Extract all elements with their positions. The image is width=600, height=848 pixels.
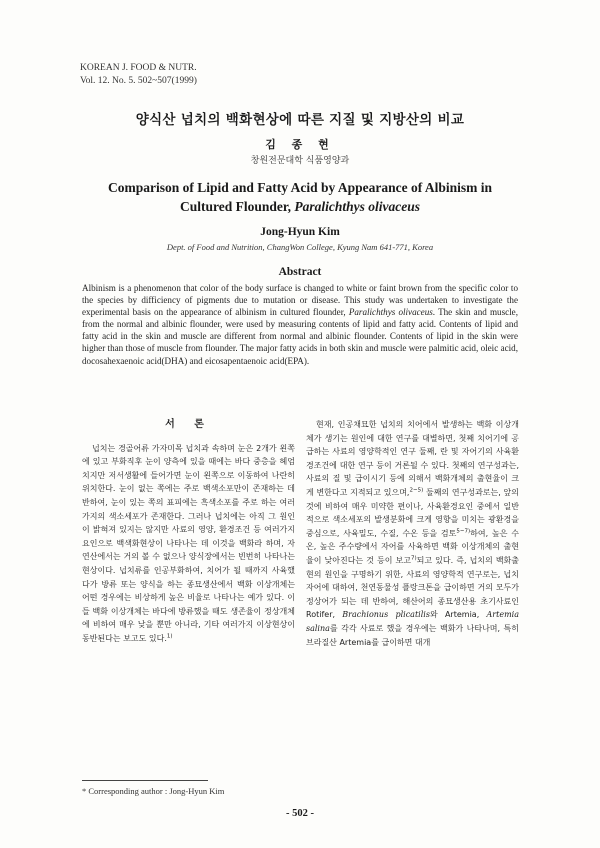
reference-marker: 2~5) xyxy=(409,487,424,494)
title-english-species: Paralichthys olivaceus xyxy=(294,199,421,214)
intro-paragraph-left xyxy=(82,442,295,646)
reference-marker: 5~7) xyxy=(456,528,471,535)
affiliation-korean: 창원전문대학 식품영양과 xyxy=(250,156,350,166)
right-column xyxy=(306,418,519,649)
reference-marker: 7) xyxy=(411,555,417,562)
reference-marker: 1) xyxy=(166,633,173,640)
intro-right-text-3: 하여, 높은 수온, 높은 주수량에서 자어를 사육하면 백화 이상개체의 출현율이 낮아진다는 것 등이 보고 xyxy=(306,528,519,565)
species-artemia: Artemia salina xyxy=(306,610,519,633)
footnote-divider xyxy=(82,780,208,781)
abstract-heading: Abstract xyxy=(278,266,322,278)
title-english-line1: Comparison of Lipid and Fatty Acid by Appearance of Albinism in xyxy=(107,180,493,195)
affiliation-english: Dept. of Food and Nutrition, ChangWon College, Kyung Nam 641-771, Korea xyxy=(166,242,434,252)
author-english: Jong-Hyun Kim xyxy=(260,226,340,238)
abstract-species: Paralichthys olivaceus xyxy=(348,307,433,318)
intro-right-text-5: 와 Artemia, xyxy=(429,610,487,620)
title-english xyxy=(0,178,600,216)
author-korean: 김 종 현 xyxy=(265,138,335,151)
abstract-body xyxy=(82,282,518,367)
species-brachionus: Brachionus plicatilis xyxy=(342,610,430,620)
journal-header xyxy=(80,62,197,88)
intro-left-text: 넙치는 경골어류 가자미목 넙치과 속하며 눈은 2개가 왼쪽에 있고 부화직후 눈이 양측에 있을 때에는 바다 중층을 헤엄치지만 저서생활에 들어가면 눈이 왼쪽으로 이동하여 나란히 위치한다. 눈이 없는 쪽에는 주로 백색소포만이 존재하는 데 반하여, 눈이 있는 쪽의 표피에는 흑색소포를 주로 하는 여러가지의 색소세포가 존재한다. 그러나 넙치에는 아직 그 원인이 밝혀져 있지는 않지만 사료의 영양, 환경조건 등 여러가지 요인으로 백색화현상이 나타나는 데 이것을 백화라 하며, 자연산에서는 거의 볼 수 없으나 양식장에서는 빈번히 나타나는 현상이다. 넙치류를 인공부화하여, 치어가 될 때까지 사육했다가 방류 또는 양식을 하는 종묘생산에서 백화 이상개체는 어떤 경우에는 비상하게 높은 비율로 나타나는 예가 있다. 이들 백화 이상개체는 바다에 방류했을 때도 생존율이 정상개체에 비하여 매우 낮을 뿐만 아니라, 기타 여러가지 이상현상이 동반된다는 보고도 있다. xyxy=(82,443,295,643)
abstract-text-2: . The skin and muscle, from the normal and albinic flounder, were used by measuring contents of lipid and fatty acid. Contents of lipid and fatty acid in the skin and muscle are different from normal and albinic flounder. Contents of lipid in the skin were higher than those of muscle from flounder. The major fatty acids in both skin and muscle were palmitic acid, oleic acid, docosahexaenoic acid(DHA) and eicosapentaenoic acid(EPA). xyxy=(82,307,518,366)
page-number: - 502 - xyxy=(286,808,314,819)
left-column xyxy=(82,418,295,646)
title-english-prefix: Cultured Flounder, xyxy=(179,199,295,214)
title-english-line2 xyxy=(0,197,600,216)
title-korean: 양식산 넙치의 백화현상에 따른 지질 및 지방산의 비교 xyxy=(135,112,465,128)
intro-right-text-4: 되고 있다. 즉, 넙치의 백화출현의 원인을 구명하기 위한, 사료의 영양학적 연구로는, 넙치 자어에 대하여, 천연동물성 플랑크톤을 급이하면 거의 모두가 정상어가 되는 데 반하여, 해산어의 종묘생산용 초기사료인 Rotifer, xyxy=(306,555,519,620)
section-heading-intro: 서 론 xyxy=(165,419,212,430)
intro-right-text-2: 둘째의 연구성과로는, 앞의 것에 비하여 매우 미약한 편이나, 사육환경요인 중에서 일반적으로 색소세포의 발생분화에 크게 영향을 미치는 광환경을 중심으로, 사육밀도, 수질, 수온 등을 검토 xyxy=(306,487,519,538)
intro-right-text-1: 현재, 인공채묘한 넙치의 치어에서 발생하는 백화 이상개체가 생기는 원인에 대한 연구를 대별하면, 첫째 치어기에 공급하는 사료의 영양학적인 연구 둘째, 란 및 자어기의 사육환경조건에 대한 연구 등이 거론될 수 있다. 첫째의 연구성과는, 사료의 질 및 급이시기 등에 의해서 백화개체의 출현율이 크게 변한다고 지적되고 있으며, xyxy=(306,420,519,497)
journal-volume: Vol. 12. No. 5. 502~507(1999) xyxy=(80,76,197,86)
footnote-corresponding-author: * Corresponding author : Jong-Hyun Kim xyxy=(82,786,225,796)
abstract-text-1: Albinism is a phenomenon that color of the body surface is changed to white or faint brown from the specific color to the species by difficiency of pigments due to mutation or disease. This study was undertaken to investigate the experimental basis on the appearance of albinism in cultured flounder, xyxy=(82,283,518,318)
intro-paragraph-right xyxy=(306,418,519,649)
journal-name: KOREAN J. FOOD & NUTR. xyxy=(80,63,197,73)
intro-right-text-6: 를 각각 사료로 했을 경우에는 백화가 나타나며, 특히 브라질산 Artemia를 급이하면 대개 xyxy=(306,623,519,647)
